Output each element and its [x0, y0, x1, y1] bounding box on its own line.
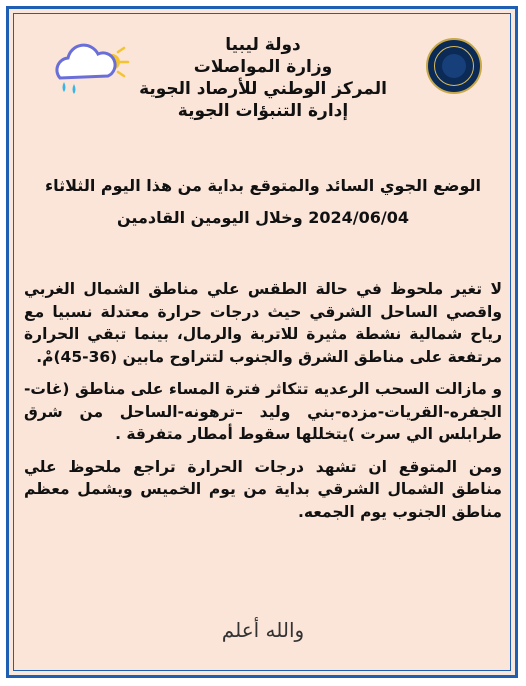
header-line-ministry: وزارة المواصلات	[193, 57, 333, 77]
paragraph-3: ومن المتوقع ان تشهد درجات الحرارة تراجع ملحوظ علي مناطق الشمال الشرقي بداية من يوم الخميس ويشمل معظم مناطق الجنوب يوم الجمعه.	[24, 457, 502, 521]
header-line-country: دولة ليبيا	[225, 35, 301, 55]
header-line-department: إدارة التنبؤات الجوية	[177, 101, 349, 121]
title-line-2: 2024/06/04 وخلال اليومين القادمين	[117, 208, 409, 227]
bulletin-body	[24, 278, 502, 533]
letterhead	[0, 34, 526, 122]
paragraph-2: و مازالت السحب الرعديه تتكاثر فترة المساء على مناطق (غات-الجفره-القريات-مزده-بني وليد –ترهونه-الساحل من شرق طرابلس الي سرت )يتخللها سقوط أمطار متفرقة .	[24, 380, 502, 443]
paragraph-1: لا تغير ملحوظ في حالة الطقس علي مناطق الشمال الغربي واقصي الساحل الشرقي حيث درجات حرارة معتدلة نسبيا مع رياح شمالية نشطة مثيرة للاتربة والرمال، بينما تبقي الحرارة مرتفعة على مناطق الشرق والجنوب لتتراوح مابين (36-45)مْ.	[24, 280, 502, 366]
closing-phrase: والله أعلم	[221, 618, 305, 642]
title-line-1: الوضع الجوي السائد والمتوقع بداية من هذا اليوم الثلاثاء	[44, 176, 482, 195]
bulletin-title	[30, 170, 496, 234]
header-line-center: المركز الوطني للأرصاد الجوية	[139, 79, 387, 99]
